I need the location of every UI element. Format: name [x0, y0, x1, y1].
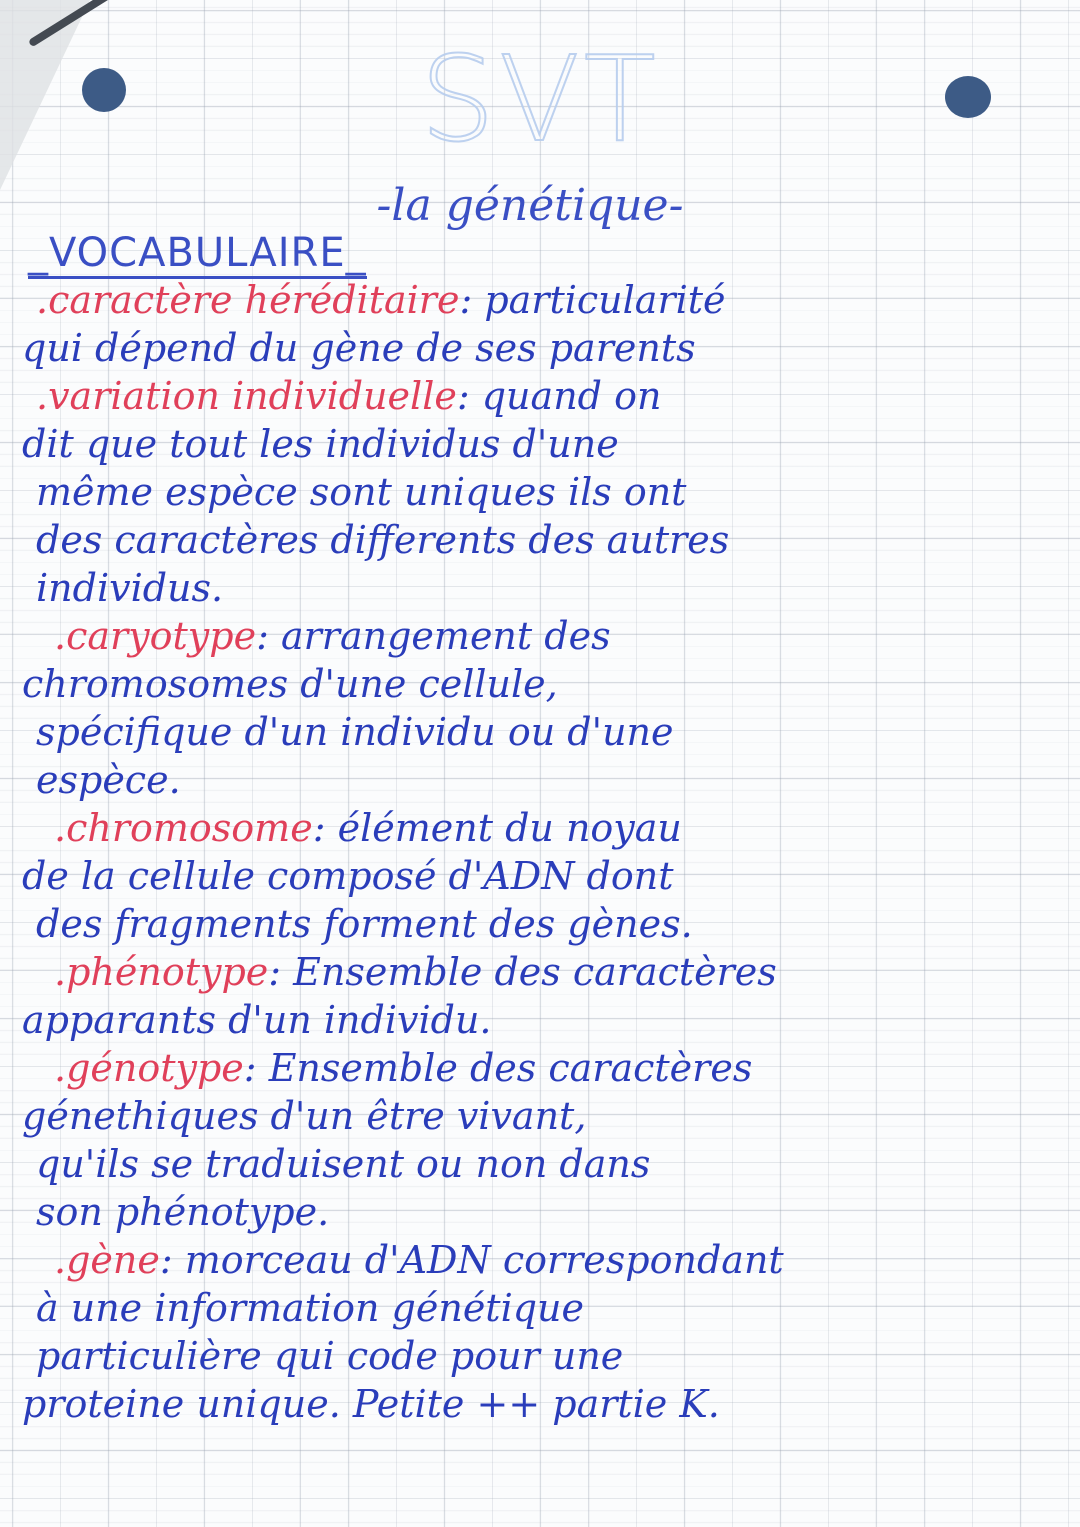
definition-text: élément du noyau	[325, 806, 682, 850]
vocabulary-term: .variation individuelle	[36, 374, 457, 418]
entry-first-line: .génotype: Ensemble des caractères	[54, 1046, 753, 1090]
definition-line: proteine unique. Petite ++ partie K.	[22, 1382, 720, 1426]
definition-line: des caractères differents des autres	[36, 518, 730, 562]
definition-text: quand on	[469, 374, 662, 418]
vocabulary-term: .caractère héréditaire	[36, 278, 460, 322]
vocabulary-entry	[22, 804, 1062, 948]
definition-line: particulière qui code pour une	[36, 1334, 624, 1378]
section-heading: _VOCABULAIRE_	[28, 230, 367, 279]
definition-text: particularité	[472, 278, 726, 322]
vocabulary-term: .chromosome	[54, 806, 313, 850]
vocabulary-entry	[22, 1044, 1062, 1236]
entry-first-line: .caractère héréditaire: particularité	[36, 278, 726, 322]
subject-heading: SVT	[420, 30, 660, 168]
definition-line: génethiques d'un être vivant,	[22, 1094, 587, 1138]
lesson-title: -la génétique-	[376, 180, 684, 231]
binder-hole-left	[82, 68, 126, 112]
definition-line: de la cellule composé d'ADN dont	[22, 854, 674, 898]
definition-line: des fragments forment des gènes.	[36, 902, 693, 946]
entry-first-line: .gène: morceau d'ADN correspondant	[54, 1238, 784, 1282]
definition-line: individus.	[36, 566, 224, 610]
definition-line: qu'ils se traduisent ou non dans	[36, 1142, 651, 1186]
entry-first-line: .caryotype: arrangement des	[54, 614, 611, 658]
entry-first-line: .phénotype: Ensemble des caractères	[54, 950, 777, 994]
definition-line: à une information génétique	[36, 1286, 585, 1330]
vocabulary-entry	[22, 948, 1062, 1044]
definition-line: chromosomes d'une cellule,	[22, 662, 558, 706]
vocabulary-entry	[22, 612, 1062, 804]
vocabulary-term: .génotype	[54, 1046, 244, 1090]
vocabulary-term: .phénotype	[54, 950, 269, 994]
vocabulary-list	[22, 276, 1062, 1428]
entry-first-line: .chromosome: élément du noyau	[54, 806, 682, 850]
definition-line: spécifique d'un individu ou d'une	[36, 710, 674, 754]
definition-line: apparants d'un individu.	[22, 998, 492, 1042]
definition-text: morceau d'ADN correspondant	[172, 1238, 784, 1282]
vocabulary-term: .gène	[54, 1238, 160, 1282]
vocabulary-term: .caryotype	[54, 614, 257, 658]
vocabulary-entry	[22, 276, 1062, 372]
entry-first-line: .variation individuelle: quand on	[36, 374, 662, 418]
binder-hole-right	[945, 76, 991, 118]
definition-text: Ensemble des caractères	[281, 950, 777, 994]
definition-text: Ensemble des caractères	[256, 1046, 753, 1090]
definition-line: qui dépend du gène de ses parents	[22, 326, 696, 370]
definition-line: même espèce sont uniques ils ont	[36, 470, 687, 514]
vocabulary-entry	[22, 1236, 1062, 1428]
vocabulary-entry	[22, 372, 1062, 612]
definition-text: arrangement des	[268, 614, 611, 658]
definition-line: espèce.	[36, 758, 181, 802]
definition-line: son phénotype.	[36, 1190, 330, 1234]
definition-line: dit que tout les individus d'une	[22, 422, 619, 466]
